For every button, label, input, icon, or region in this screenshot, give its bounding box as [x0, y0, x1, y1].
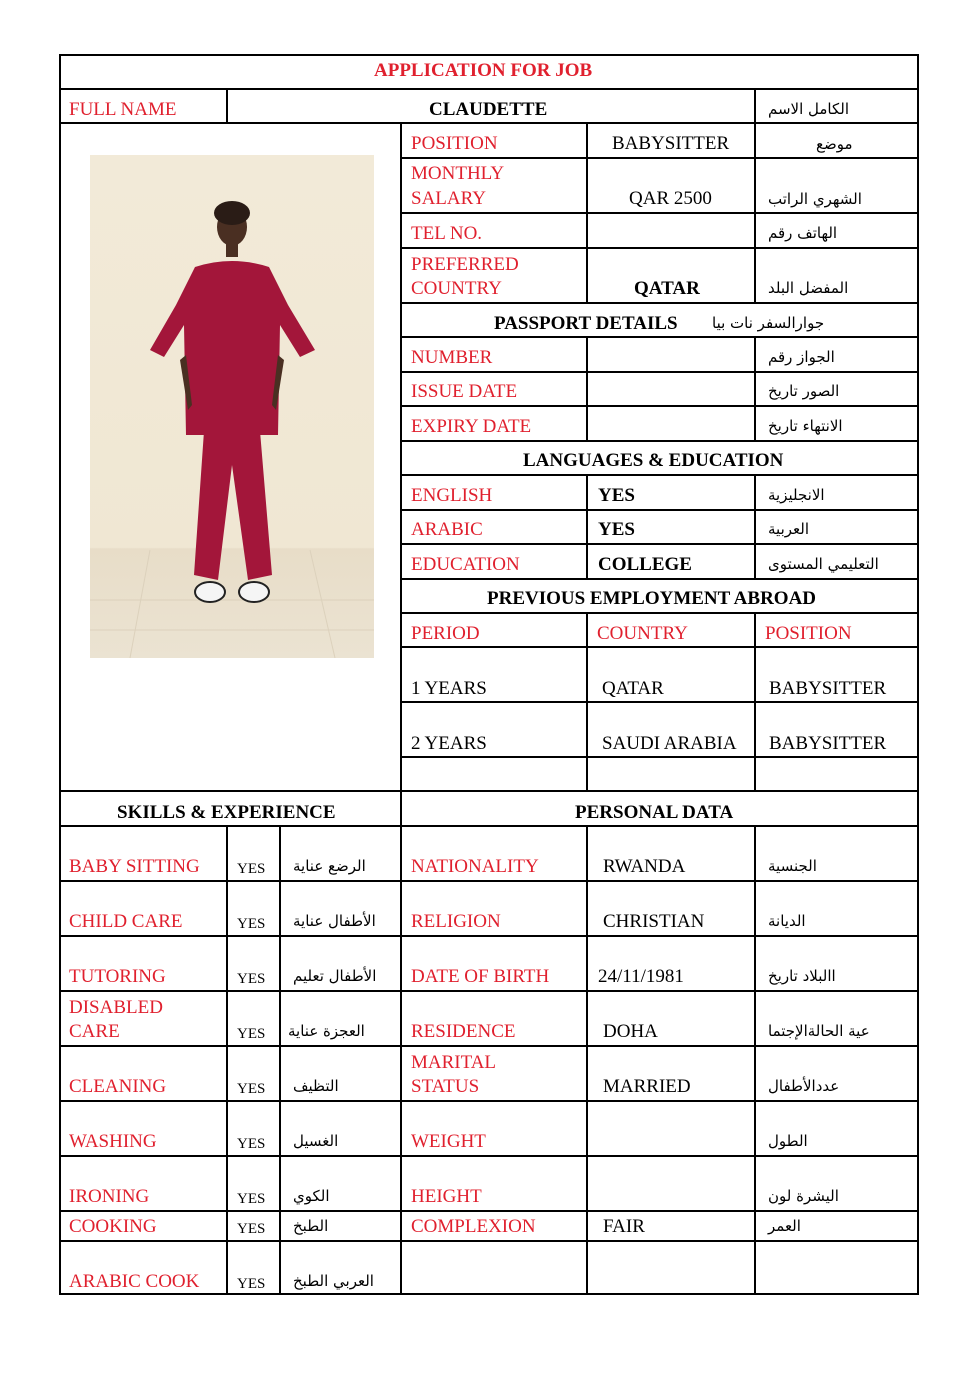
skill-value: YES	[237, 916, 266, 932]
skill-label: TUTORING	[69, 966, 166, 987]
rule	[401, 509, 919, 511]
tel-label: TEL NO.	[411, 223, 483, 244]
skill-label: CHILD CARE	[69, 911, 183, 932]
rule	[401, 612, 919, 614]
marital-label-line1: MARITAL	[411, 1052, 497, 1073]
height-arabic: اليشرة لون	[768, 1187, 839, 1205]
skill-value: YES	[237, 1191, 266, 1207]
rule	[586, 612, 588, 791]
skill-arabic: العربي الطبخ	[293, 1272, 374, 1290]
arabic-arabic: العربية	[768, 520, 809, 538]
skill-arabic: الرضع عناية	[293, 857, 366, 875]
employment-country: SAUDI ARABIA	[602, 733, 737, 754]
education-label: EDUCATION	[411, 554, 520, 575]
rule	[401, 756, 919, 758]
rule	[59, 122, 919, 124]
religion-value: CHRISTIAN	[603, 911, 705, 932]
rule	[586, 474, 588, 579]
rule	[226, 88, 228, 123]
employment-period: 2 YEARS	[411, 733, 487, 754]
form-title: APPLICATION FOR JOB	[374, 60, 593, 81]
nationality-label: NATIONALITY	[411, 856, 539, 877]
position-arabic: موضع	[816, 135, 853, 153]
rule	[401, 405, 919, 407]
education-arabic: التعليمي المستوى	[768, 555, 879, 573]
rule	[59, 790, 919, 792]
skill-label: ARABIC COOK	[69, 1271, 200, 1292]
skill-arabic: الكوي	[293, 1187, 330, 1205]
country-label-line1: PREFERRED	[411, 254, 519, 275]
salary-label-line1: MONTHLY	[411, 163, 505, 184]
rule	[59, 1155, 919, 1157]
skill-label-line2: CARE	[69, 1021, 120, 1042]
border-right	[917, 54, 919, 1295]
rule	[586, 122, 588, 303]
residence-value: DOHA	[603, 1021, 658, 1042]
salary-arabic: الشهري الراتب	[768, 190, 862, 208]
applicant-figure	[90, 155, 374, 658]
arabic-value: YES	[598, 519, 635, 540]
rule	[754, 474, 756, 579]
rule	[754, 612, 756, 791]
nationality-arabic: الجنسية	[768, 857, 817, 875]
issue-date-label: ISSUE DATE	[411, 381, 518, 402]
marital-value: MARRIED	[603, 1076, 691, 1097]
period-column-header: PERIOD	[411, 623, 480, 644]
expiry-date-label: EXPIRY DATE	[411, 416, 532, 437]
skill-value: YES	[237, 971, 266, 987]
complexion-arabic: العمر	[768, 1217, 801, 1235]
education-value: COLLEGE	[598, 554, 692, 575]
languages-header: LANGUAGES & EDUCATION	[523, 450, 784, 471]
expiry-date-arabic: الانتهاء تاريخ	[768, 417, 843, 435]
marital-label-line2: STATUS	[411, 1076, 480, 1097]
rule	[401, 474, 919, 476]
issue-date-arabic: الصور تاريخ	[768, 382, 840, 400]
skill-arabic: التظيف	[293, 1077, 339, 1095]
skill-label: IRONING	[69, 1186, 150, 1207]
religion-label: RELIGION	[411, 911, 501, 932]
personal-header: PERSONAL DATA	[575, 802, 734, 823]
tel-arabic: الهاتف رقم	[768, 224, 838, 242]
arabic-label: ARABIC	[411, 519, 483, 540]
skill-arabic: العجزة عناية	[288, 1022, 365, 1040]
country-arabic: المفضل البلد	[768, 279, 849, 297]
country-label-line2: COUNTRY	[411, 278, 502, 299]
rule	[279, 825, 281, 1295]
english-value: YES	[598, 485, 635, 506]
employment-period: 1 YEARS	[411, 678, 487, 699]
skill-arabic: الأطفال تعليم	[293, 967, 377, 985]
english-label: ENGLISH	[411, 485, 493, 506]
border-left	[59, 54, 61, 1295]
skill-label-line1: DISABLED	[69, 997, 163, 1018]
employment-country: QATAR	[602, 678, 664, 699]
skill-arabic: الغسيل	[293, 1132, 339, 1150]
salary-label-line2: SALARY	[411, 188, 486, 209]
skill-label: BABY SITTING	[69, 856, 200, 877]
employment-position: BABYSITTER	[769, 733, 887, 754]
religion-arabic: الديانة	[768, 912, 806, 930]
salary-value: QAR 2500	[629, 188, 712, 209]
weight-arabic: الطول	[768, 1132, 808, 1150]
rule	[59, 880, 919, 882]
weight-label: WEIGHT	[411, 1131, 486, 1152]
rule	[754, 122, 756, 303]
rule	[401, 302, 919, 304]
skill-value: YES	[237, 861, 266, 877]
rule	[59, 935, 919, 937]
position-label: POSITION	[411, 133, 498, 154]
skill-label: WASHING	[69, 1131, 157, 1152]
full-name-arabic: الكامل الاسم	[768, 100, 850, 118]
marital-arabic: عددالأطفال	[768, 1077, 840, 1095]
rule	[401, 701, 919, 703]
full-name-value: CLAUDETTE	[429, 99, 548, 120]
rule	[59, 54, 919, 56]
applicant-photo	[90, 155, 374, 658]
skill-value: YES	[237, 1081, 266, 1097]
skills-header: SKILLS & EXPERIENCE	[117, 802, 336, 823]
rule	[401, 543, 919, 545]
dob-value: 24/11/1981	[598, 966, 684, 987]
country-value: QATAR	[634, 278, 700, 299]
rule	[754, 88, 756, 123]
residence-label: RESIDENCE	[411, 1021, 516, 1042]
rule	[59, 825, 919, 827]
skill-value: YES	[237, 1276, 266, 1292]
skill-arabic: الأطفال عناية	[293, 912, 376, 930]
rule	[59, 1100, 919, 1102]
rule	[401, 157, 919, 159]
rule	[400, 122, 402, 1294]
passport-header-arabic: جوارالسفر نات بيا	[712, 314, 825, 332]
height-label: HEIGHT	[411, 1186, 482, 1207]
rule	[59, 1240, 919, 1242]
rule	[401, 371, 919, 373]
rule	[401, 646, 919, 648]
position-value: BABYSITTER	[612, 133, 730, 154]
rule	[401, 440, 919, 442]
rule	[586, 825, 588, 1295]
complexion-label: COMPLEXION	[411, 1216, 536, 1237]
full-name-label: FULL NAME	[69, 99, 177, 120]
nationality-value: RWANDA	[603, 856, 686, 877]
position-column-header: POSITION	[765, 623, 852, 644]
skill-arabic: الطبخ	[293, 1217, 329, 1235]
dob-label: DATE OF BIRTH	[411, 966, 550, 987]
rule	[59, 1045, 919, 1047]
rule	[401, 578, 919, 580]
skill-value: YES	[237, 1026, 266, 1042]
residence-arabic: عية الحالةالإجتما	[768, 1022, 870, 1040]
skill-value: YES	[237, 1221, 266, 1237]
passport-header: PASSPORT DETAILS	[494, 313, 678, 334]
rule	[401, 247, 919, 249]
rule	[59, 88, 919, 90]
passport-number-arabic: الجواز رقم	[768, 348, 835, 366]
skill-value: YES	[237, 1136, 266, 1152]
employment-position: BABYSITTER	[769, 678, 887, 699]
rule	[754, 336, 756, 441]
skill-label: COOKING	[69, 1216, 157, 1237]
rule	[59, 1210, 919, 1212]
complexion-value: FAIR	[603, 1216, 645, 1237]
skill-label: CLEANING	[69, 1076, 167, 1097]
dob-arabic: االبلاد تاريخ	[768, 967, 836, 985]
rule	[401, 336, 919, 338]
rule	[586, 336, 588, 441]
rule	[754, 825, 756, 1295]
passport-number-label: NUMBER	[411, 347, 493, 368]
employment-header: PREVIOUS EMPLOYMENT ABROAD	[487, 588, 817, 609]
rule	[59, 990, 919, 992]
country-column-header: COUNTRY	[597, 623, 688, 644]
rule	[401, 212, 919, 214]
rule	[226, 825, 228, 1295]
english-arabic: الانجليزية	[768, 486, 825, 504]
